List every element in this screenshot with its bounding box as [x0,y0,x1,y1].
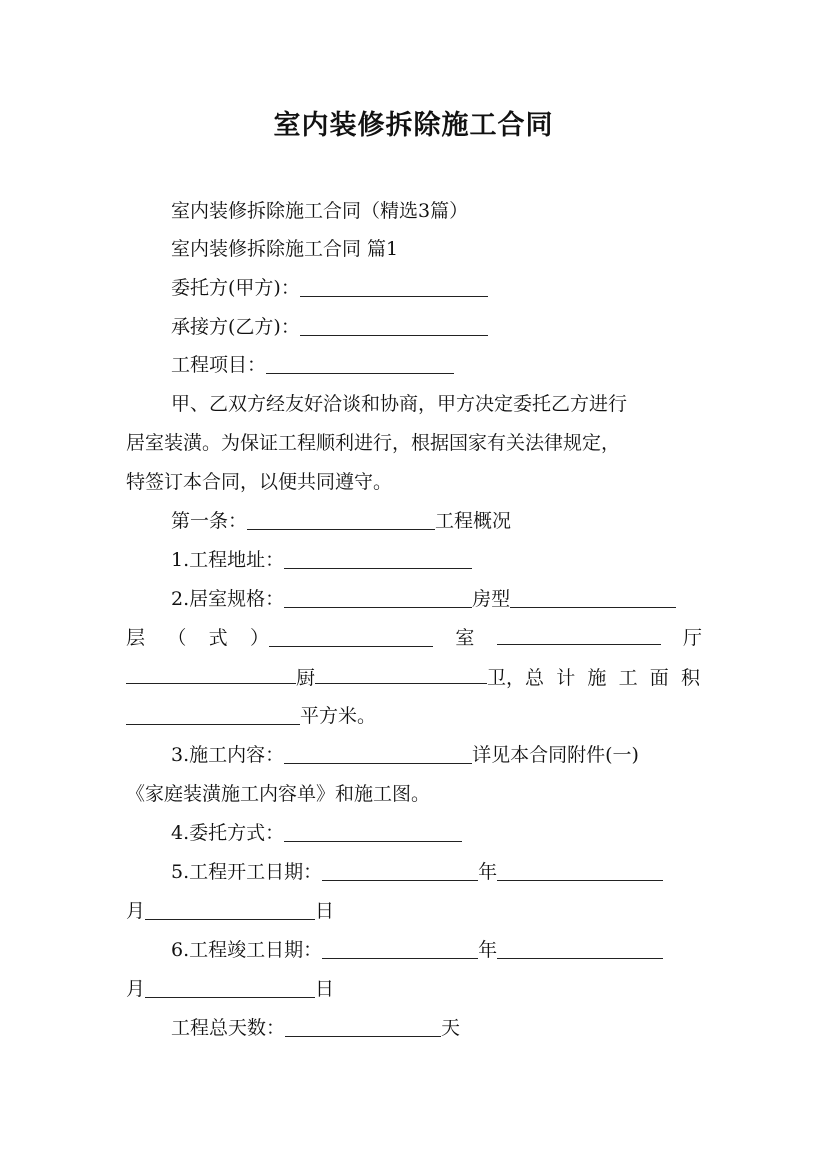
end-day-blank[interactable] [145,979,315,998]
intro-line-2: 居室装潢。为保证工程顺利进行，根据国家有关法律规定， [126,432,621,454]
document-title: 室内装修拆除施工合同 [273,110,554,141]
item3-line-1 [171,743,639,767]
item2-label: 2.居室规格： [171,588,285,610]
item6-label: 6.工程竣工日期： [171,939,323,961]
total-days-line [171,1016,460,1040]
paren-close: ） [249,627,269,649]
start-day-label: 日 [315,900,335,922]
item2-line-2 [126,626,702,650]
sqm-label: 平方米。 [300,705,377,727]
item2-line-3 [126,665,702,690]
intro-line-1: 甲、乙双方经友好洽谈和协商，甲方决定委托乙方进行 [171,393,628,415]
method-blank[interactable] [284,823,462,842]
project-label: 工程项目： [171,354,267,376]
hall-blank[interactable] [126,665,296,684]
start-month-blank[interactable] [497,862,663,881]
start-year-blank[interactable] [322,862,478,881]
subtitle: 室内装修拆除施工合同（精选3篇） [171,200,469,222]
total-area-label: 总计施工面积 [525,667,702,689]
item1-label: 1.工程地址： [171,549,285,571]
end-month-blank[interactable] [497,940,663,959]
total-days-label: 工程总天数： [171,1017,286,1039]
article1-blank[interactable] [247,511,435,530]
house-type-blank[interactable] [510,589,676,608]
room-blank[interactable] [497,626,661,645]
floor-style-blank[interactable] [269,628,433,647]
article1-prefix: 第一条： [171,510,248,532]
item3-line-2: 《家庭装潢施工内容单》和施工图。 [126,783,431,805]
kitchen-blank[interactable] [315,665,487,684]
intro-line-3: 特签订本合同，以便共同遵守。 [126,471,393,493]
paren-open: （ [167,627,187,649]
item6-line-2 [126,977,334,1001]
end-day-label: 日 [315,978,335,1000]
client-line [171,276,488,300]
project-blank[interactable] [266,355,454,374]
total-days-blank[interactable] [285,1018,441,1037]
start-year-label: 年 [478,861,498,883]
contractor-blank[interactable] [300,317,488,336]
start-month-label: 月 [126,900,146,922]
total-days-unit: 天 [441,1017,461,1039]
spec-blank[interactable] [284,589,472,608]
item6-line-1 [171,938,663,962]
content-blank[interactable] [284,745,472,764]
item4-line [171,821,462,845]
item5-line-2 [126,899,334,923]
article1-suffix: 工程概况 [435,510,512,532]
style-label: 式 [208,627,228,649]
end-month-label: 月 [126,978,146,1000]
room-label: 室 [455,627,475,649]
item2-line-1 [171,587,676,611]
kitchen-label: 厨 [296,667,316,689]
item3-label: 3.施工内容： [171,744,285,766]
area-blank[interactable] [126,706,300,725]
item1-line [171,548,472,572]
address-blank[interactable] [284,550,472,569]
end-year-label: 年 [478,939,498,961]
client-label: 委托方(甲方)： [171,277,300,299]
item4-label: 4.委托方式： [171,822,285,844]
project-line [171,353,454,377]
item5-label: 5.工程开工日期： [171,861,323,883]
item3-suffix: 详见本合同附件(一) [472,744,639,766]
client-blank[interactable] [300,278,488,297]
end-year-blank[interactable] [322,940,478,959]
contractor-label: 承接方(乙方)： [171,316,300,338]
part-heading: 室内装修拆除施工合同 篇1 [171,238,399,260]
item2-line-4 [126,704,376,728]
bath-label: 卫， [487,667,526,689]
house-type-label: 房型 [472,588,511,610]
hall-label: 厅 [682,627,702,649]
contractor-line [171,315,488,339]
floor-label: 层 [126,627,146,649]
item5-line-1 [171,860,663,884]
start-day-blank[interactable] [145,901,315,920]
article1-line [171,509,511,533]
